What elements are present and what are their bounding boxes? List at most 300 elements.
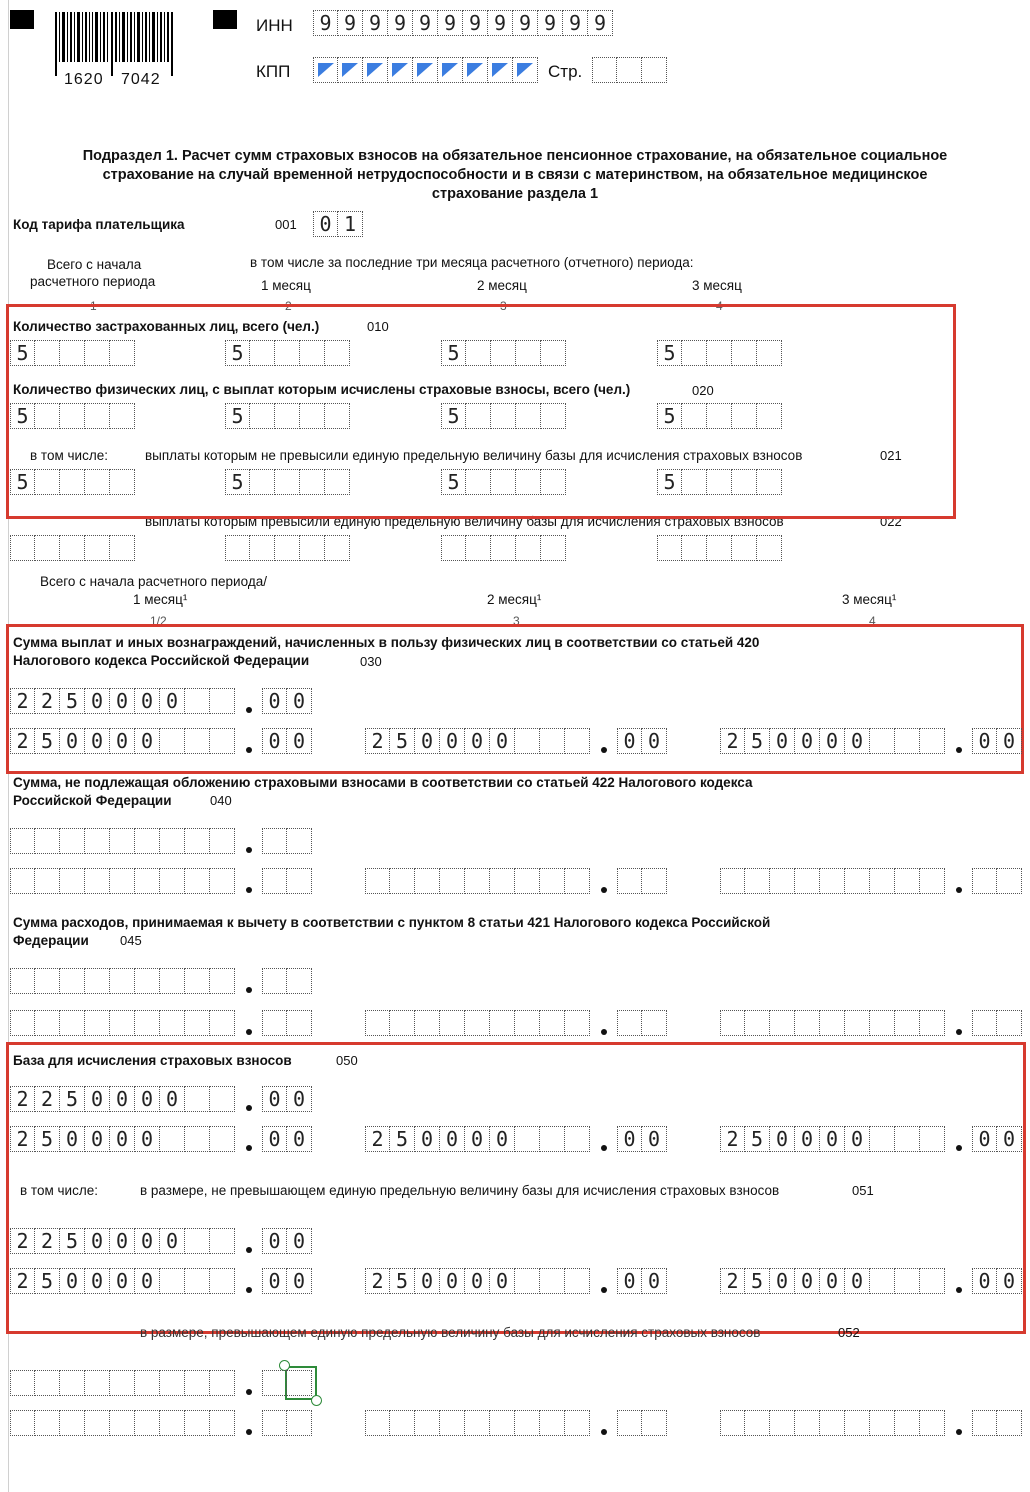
digit-cell[interactable]: [160, 728, 185, 754]
digit-cell[interactable]: 0: [287, 1268, 312, 1294]
digit-cell[interactable]: 0: [795, 728, 820, 754]
digit-cell[interactable]: 5: [441, 340, 466, 366]
digit-cell[interactable]: [870, 868, 895, 894]
digit-cell[interactable]: 0: [287, 1086, 312, 1112]
row-040-m1-fraction[interactable]: [262, 868, 312, 894]
row-051-m3-fraction[interactable]: [972, 1268, 1022, 1294]
digit-cell[interactable]: [135, 968, 160, 994]
inn-field[interactable]: [313, 10, 613, 36]
row-045-m3-integer[interactable]: [720, 1010, 945, 1036]
digit-cell[interactable]: 9: [338, 10, 363, 36]
digit-cell[interactable]: 5: [745, 1268, 770, 1294]
digit-cell[interactable]: 5: [657, 340, 682, 366]
row-050-m2-integer[interactable]: [365, 1126, 590, 1152]
row-030-m1-fraction[interactable]: [262, 728, 312, 754]
row-050-m1-fraction[interactable]: [262, 1126, 312, 1152]
digit-cell[interactable]: 0: [135, 728, 160, 754]
row-030-total-fraction[interactable]: [262, 688, 312, 714]
digit-cell[interactable]: [85, 868, 110, 894]
digit-cell[interactable]: [845, 868, 870, 894]
digit-cell[interactable]: [10, 868, 35, 894]
row-052-total-fraction[interactable]: [262, 1370, 312, 1396]
digit-cell[interactable]: [10, 968, 35, 994]
digit-cell[interactable]: 2: [35, 688, 60, 714]
digit-cell[interactable]: [540, 728, 565, 754]
digit-cell[interactable]: 0: [287, 688, 312, 714]
digit-cell[interactable]: [365, 1410, 390, 1436]
digit-cell[interactable]: [682, 535, 707, 561]
digit-cell[interactable]: 0: [440, 728, 465, 754]
row-040-total-integer[interactable]: [10, 828, 235, 854]
digit-cell[interactable]: 0: [820, 1126, 845, 1152]
digit-cell[interactable]: [390, 1410, 415, 1436]
digit-cell[interactable]: 9: [538, 10, 563, 36]
digit-cell[interactable]: [60, 968, 85, 994]
row-051-total-fraction[interactable]: [262, 1228, 312, 1254]
digit-cell[interactable]: [35, 1370, 60, 1396]
digit-cell[interactable]: [920, 868, 945, 894]
digit-cell[interactable]: [110, 535, 135, 561]
digit-cell[interactable]: [287, 1370, 312, 1396]
digit-cell[interactable]: [565, 868, 590, 894]
digit-cell[interactable]: [540, 1268, 565, 1294]
digit-cell[interactable]: 2: [365, 1268, 390, 1294]
digit-cell[interactable]: 9: [438, 10, 463, 36]
digit-cell[interactable]: [720, 1010, 745, 1036]
digit-cell[interactable]: 0: [997, 728, 1022, 754]
digit-cell[interactable]: [365, 1010, 390, 1036]
digit-cell[interactable]: [110, 868, 135, 894]
digit-cell[interactable]: 9: [388, 10, 413, 36]
row-030-m1-integer[interactable]: [10, 728, 235, 754]
digit-cell[interactable]: [110, 1010, 135, 1036]
digit-cell[interactable]: [440, 1410, 465, 1436]
digit-cell[interactable]: [540, 868, 565, 894]
digit-cell[interactable]: [85, 1370, 110, 1396]
row-030-total-integer[interactable]: [10, 688, 235, 714]
row-050-m3-fraction[interactable]: [972, 1126, 1022, 1152]
digit-cell[interactable]: [415, 1410, 440, 1436]
digit-cell[interactable]: [210, 1370, 235, 1396]
digit-cell[interactable]: 9: [563, 10, 588, 36]
digit-cell[interactable]: [390, 868, 415, 894]
digit-cell[interactable]: [325, 535, 350, 561]
digit-cell[interactable]: 0: [262, 1086, 287, 1112]
row-030-m3-integer[interactable]: [720, 728, 945, 754]
row-051-m1-fraction[interactable]: [262, 1268, 312, 1294]
digit-cell[interactable]: [35, 535, 60, 561]
digit-cell[interactable]: 0: [795, 1268, 820, 1294]
digit-cell[interactable]: 0: [110, 1268, 135, 1294]
digit-cell[interactable]: [415, 1010, 440, 1036]
digit-cell[interactable]: 0: [490, 1268, 515, 1294]
row-051-m3-integer[interactable]: [720, 1268, 945, 1294]
digit-cell[interactable]: 2: [365, 1126, 390, 1152]
digit-cell[interactable]: 0: [85, 728, 110, 754]
digit-cell[interactable]: [35, 828, 60, 854]
row-045-m3-fraction[interactable]: [972, 1010, 1022, 1036]
digit-cell[interactable]: [920, 1410, 945, 1436]
digit-cell[interactable]: 5: [745, 728, 770, 754]
digit-cell[interactable]: [110, 968, 135, 994]
digit-cell[interactable]: 0: [60, 1126, 85, 1152]
digit-cell[interactable]: 5: [10, 469, 35, 495]
digit-cell[interactable]: [515, 1010, 540, 1036]
digit-cell[interactable]: [895, 1010, 920, 1036]
kpp-cell[interactable]: [488, 57, 513, 83]
digit-cell[interactable]: 0: [110, 1228, 135, 1254]
digit-cell[interactable]: [770, 868, 795, 894]
digit-cell[interactable]: [516, 535, 541, 561]
digit-cell[interactable]: [720, 868, 745, 894]
digit-cell[interactable]: [770, 1010, 795, 1036]
row-022-total[interactable]: [10, 535, 135, 561]
digit-cell[interactable]: 5: [35, 728, 60, 754]
digit-cell[interactable]: [541, 535, 566, 561]
digit-cell[interactable]: [490, 1410, 515, 1436]
digit-cell[interactable]: [920, 1126, 945, 1152]
digit-cell[interactable]: [870, 728, 895, 754]
digit-cell[interactable]: [210, 828, 235, 854]
digit-cell[interactable]: [440, 868, 465, 894]
row-051-m2-integer[interactable]: [365, 1268, 590, 1294]
digit-cell[interactable]: [185, 1268, 210, 1294]
digit-cell[interactable]: 0: [997, 1268, 1022, 1294]
digit-cell[interactable]: 9: [463, 10, 488, 36]
digit-cell[interactable]: [757, 535, 782, 561]
digit-cell[interactable]: 0: [262, 1268, 287, 1294]
digit-cell[interactable]: 5: [35, 1126, 60, 1152]
digit-cell[interactable]: [515, 1410, 540, 1436]
row-052-m3-fraction[interactable]: [972, 1410, 1022, 1436]
kpp-cell[interactable]: [438, 57, 463, 83]
row-040-m2-integer[interactable]: [365, 868, 590, 894]
digit-cell[interactable]: [870, 1268, 895, 1294]
digit-cell[interactable]: 5: [390, 1126, 415, 1152]
digit-cell[interactable]: 2: [35, 1228, 60, 1254]
digit-cell[interactable]: [160, 968, 185, 994]
digit-cell[interactable]: 0: [60, 1268, 85, 1294]
digit-cell[interactable]: [617, 868, 642, 894]
digit-cell[interactable]: [10, 1370, 35, 1396]
digit-cell[interactable]: 0: [845, 1126, 870, 1152]
digit-cell[interactable]: [997, 1410, 1022, 1436]
row-051-total-integer[interactable]: [10, 1228, 235, 1254]
digit-cell[interactable]: [845, 1010, 870, 1036]
digit-cell[interactable]: [85, 1410, 110, 1436]
digit-cell[interactable]: 1: [338, 211, 363, 237]
digit-cell[interactable]: [440, 1010, 465, 1036]
digit-cell[interactable]: 0: [85, 1228, 110, 1254]
digit-cell[interactable]: [895, 1410, 920, 1436]
digit-cell[interactable]: [287, 1010, 312, 1036]
digit-cell[interactable]: [262, 1370, 287, 1396]
digit-cell[interactable]: 5: [390, 1268, 415, 1294]
digit-cell[interactable]: [185, 728, 210, 754]
digit-cell[interactable]: 9: [488, 10, 513, 36]
digit-cell[interactable]: [795, 1010, 820, 1036]
digit-cell[interactable]: 0: [85, 1086, 110, 1112]
digit-cell[interactable]: 5: [441, 403, 466, 429]
digit-cell[interactable]: [565, 1410, 590, 1436]
digit-cell[interactable]: 9: [588, 10, 613, 36]
digit-cell[interactable]: [365, 868, 390, 894]
digit-cell[interactable]: 9: [313, 10, 338, 36]
digit-cell[interactable]: [225, 535, 250, 561]
digit-cell[interactable]: 2: [365, 728, 390, 754]
digit-cell[interactable]: [565, 1268, 590, 1294]
digit-cell[interactable]: 0: [135, 1086, 160, 1112]
digit-cell[interactable]: [135, 1010, 160, 1036]
digit-cell[interactable]: [135, 828, 160, 854]
digit-cell[interactable]: [160, 828, 185, 854]
digit-cell[interactable]: [35, 868, 60, 894]
digit-cell[interactable]: [160, 1410, 185, 1436]
digit-cell[interactable]: 0: [465, 1268, 490, 1294]
digit-cell[interactable]: 0: [440, 1268, 465, 1294]
digit-cell[interactable]: 0: [845, 1268, 870, 1294]
digit-cell[interactable]: [540, 1410, 565, 1436]
digit-cell[interactable]: [210, 868, 235, 894]
digit-cell[interactable]: [135, 1410, 160, 1436]
digit-cell[interactable]: 2: [10, 1268, 35, 1294]
digit-cell[interactable]: 5: [60, 1228, 85, 1254]
digit-cell[interactable]: [642, 1410, 667, 1436]
digit-cell[interactable]: 0: [85, 688, 110, 714]
row-050-m1-integer[interactable]: [10, 1126, 235, 1152]
digit-cell[interactable]: 5: [10, 340, 35, 366]
digit-cell[interactable]: [135, 1370, 160, 1396]
digit-cell[interactable]: [490, 1010, 515, 1036]
row-051-m1-integer[interactable]: [10, 1268, 235, 1294]
digit-cell[interactable]: 2: [10, 1086, 35, 1112]
digit-cell[interactable]: [210, 688, 235, 714]
digit-cell[interactable]: [10, 1410, 35, 1436]
digit-cell[interactable]: [275, 535, 300, 561]
digit-cell[interactable]: 0: [110, 688, 135, 714]
digit-cell[interactable]: [60, 1410, 85, 1436]
digit-cell[interactable]: [262, 868, 287, 894]
digit-cell[interactable]: [160, 1268, 185, 1294]
tariff-field[interactable]: [313, 211, 363, 237]
digit-cell[interactable]: 0: [262, 1126, 287, 1152]
row-030-m2-fraction[interactable]: [617, 728, 667, 754]
digit-cell[interactable]: [185, 968, 210, 994]
digit-cell[interactable]: 0: [465, 1126, 490, 1152]
row-030-m3-fraction[interactable]: [972, 728, 1022, 754]
digit-cell[interactable]: 0: [85, 1268, 110, 1294]
digit-cell[interactable]: [85, 535, 110, 561]
digit-cell[interactable]: [997, 1010, 1022, 1036]
digit-cell[interactable]: [565, 728, 590, 754]
digit-cell[interactable]: 0: [313, 211, 338, 237]
digit-cell[interactable]: 2: [10, 688, 35, 714]
digit-cell[interactable]: 0: [287, 728, 312, 754]
digit-cell[interactable]: [160, 1370, 185, 1396]
row-050-total-integer[interactable]: [10, 1086, 235, 1112]
digit-cell[interactable]: [10, 535, 35, 561]
digit-cell[interactable]: 2: [720, 728, 745, 754]
digit-cell[interactable]: [110, 828, 135, 854]
digit-cell[interactable]: [515, 728, 540, 754]
digit-cell[interactable]: [160, 1010, 185, 1036]
digit-cell[interactable]: [515, 1268, 540, 1294]
digit-cell[interactable]: [972, 868, 997, 894]
row-052-m1-fraction[interactable]: [262, 1410, 312, 1436]
digit-cell[interactable]: [465, 868, 490, 894]
row-052-m3-integer[interactable]: [720, 1410, 945, 1436]
digit-cell[interactable]: 5: [225, 340, 250, 366]
digit-cell[interactable]: [135, 868, 160, 894]
digit-cell[interactable]: 0: [617, 728, 642, 754]
digit-cell[interactable]: [210, 1228, 235, 1254]
digit-cell[interactable]: [390, 1010, 415, 1036]
digit-cell[interactable]: 2: [720, 1126, 745, 1152]
digit-cell[interactable]: [60, 535, 85, 561]
digit-cell[interactable]: 5: [60, 1086, 85, 1112]
digit-cell[interactable]: 0: [160, 688, 185, 714]
row-040-m1-integer[interactable]: [10, 868, 235, 894]
digit-cell[interactable]: [490, 868, 515, 894]
digit-cell[interactable]: 0: [60, 728, 85, 754]
digit-cell[interactable]: [617, 1410, 642, 1436]
digit-cell[interactable]: [160, 868, 185, 894]
digit-cell[interactable]: [35, 1410, 60, 1436]
kpp-cell[interactable]: [388, 57, 413, 83]
kpp-cell[interactable]: [463, 57, 488, 83]
digit-cell[interactable]: 2: [10, 728, 35, 754]
digit-cell[interactable]: 5: [657, 469, 682, 495]
digit-cell[interactable]: [185, 688, 210, 714]
digit-cell[interactable]: 2: [10, 1126, 35, 1152]
digit-cell[interactable]: [745, 1010, 770, 1036]
digit-cell[interactable]: [85, 828, 110, 854]
digit-cell[interactable]: [870, 1010, 895, 1036]
digit-cell[interactable]: [895, 728, 920, 754]
digit-cell[interactable]: [770, 1410, 795, 1436]
selection-handle-bottom-right[interactable]: [311, 1395, 322, 1406]
digit-cell[interactable]: [745, 1410, 770, 1436]
digit-cell[interactable]: 0: [262, 728, 287, 754]
digit-cell[interactable]: [820, 1410, 845, 1436]
digit-cell[interactable]: 0: [135, 1126, 160, 1152]
row-052-m2-integer[interactable]: [365, 1410, 590, 1436]
row-045-m2-fraction[interactable]: [617, 1010, 667, 1036]
digit-cell[interactable]: 0: [972, 728, 997, 754]
digit-cell[interactable]: 0: [642, 728, 667, 754]
kpp-cell[interactable]: [413, 57, 438, 83]
kpp-cell[interactable]: [513, 57, 538, 83]
digit-cell[interactable]: 0: [262, 688, 287, 714]
digit-cell[interactable]: [540, 1010, 565, 1036]
digit-cell[interactable]: [466, 535, 491, 561]
digit-cell[interactable]: 0: [465, 728, 490, 754]
digit-cell[interactable]: [732, 535, 757, 561]
digit-cell[interactable]: [10, 828, 35, 854]
digit-cell[interactable]: [845, 1410, 870, 1436]
digit-cell[interactable]: [185, 1410, 210, 1436]
digit-cell[interactable]: 0: [820, 1268, 845, 1294]
digit-cell[interactable]: [60, 1010, 85, 1036]
digit-cell[interactable]: 0: [490, 1126, 515, 1152]
digit-cell[interactable]: 0: [110, 728, 135, 754]
digit-cell[interactable]: [657, 535, 682, 561]
digit-cell[interactable]: 0: [642, 1268, 667, 1294]
row-045-m1-integer[interactable]: [10, 1010, 235, 1036]
page-number-field[interactable]: [592, 57, 667, 83]
digit-cell[interactable]: 5: [35, 1268, 60, 1294]
digit-cell[interactable]: [85, 1010, 110, 1036]
digit-cell[interactable]: 0: [415, 1268, 440, 1294]
digit-cell[interactable]: 2: [720, 1268, 745, 1294]
digit-cell[interactable]: [565, 1126, 590, 1152]
digit-cell[interactable]: [210, 1086, 235, 1112]
digit-cell[interactable]: [441, 535, 466, 561]
digit-cell[interactable]: [617, 57, 642, 83]
digit-cell[interactable]: [415, 868, 440, 894]
digit-cell[interactable]: [642, 57, 667, 83]
digit-cell[interactable]: [870, 1126, 895, 1152]
digit-cell[interactable]: [465, 1410, 490, 1436]
digit-cell[interactable]: [820, 868, 845, 894]
digit-cell[interactable]: [210, 1010, 235, 1036]
row-050-m2-fraction[interactable]: [617, 1126, 667, 1152]
digit-cell[interactable]: 0: [820, 728, 845, 754]
digit-cell[interactable]: [997, 868, 1022, 894]
digit-cell[interactable]: 0: [287, 1126, 312, 1152]
digit-cell[interactable]: [287, 868, 312, 894]
digit-cell[interactable]: [795, 868, 820, 894]
digit-cell[interactable]: 0: [642, 1126, 667, 1152]
digit-cell[interactable]: [720, 1410, 745, 1436]
digit-cell[interactable]: 0: [972, 1126, 997, 1152]
digit-cell[interactable]: 0: [770, 1126, 795, 1152]
kpp-cell[interactable]: [363, 57, 388, 83]
digit-cell[interactable]: 5: [225, 403, 250, 429]
row-030-m2-integer[interactable]: [365, 728, 590, 754]
digit-cell[interactable]: [972, 1410, 997, 1436]
digit-cell[interactable]: [185, 1086, 210, 1112]
digit-cell[interactable]: [210, 1126, 235, 1152]
row-040-m3-fraction[interactable]: [972, 868, 1022, 894]
digit-cell[interactable]: [515, 868, 540, 894]
digit-cell[interactable]: [35, 1010, 60, 1036]
row-052-m2-fraction[interactable]: [617, 1410, 667, 1436]
digit-cell[interactable]: [185, 828, 210, 854]
digit-cell[interactable]: 0: [997, 1126, 1022, 1152]
row-022-month-3[interactable]: [657, 535, 782, 561]
kpp-cell[interactable]: [313, 57, 338, 83]
digit-cell[interactable]: [185, 1126, 210, 1152]
digit-cell[interactable]: [250, 535, 275, 561]
row-045-m1-fraction[interactable]: [262, 1010, 312, 1036]
digit-cell[interactable]: 5: [745, 1126, 770, 1152]
digit-cell[interactable]: [565, 1010, 590, 1036]
digit-cell[interactable]: [110, 1410, 135, 1436]
digit-cell[interactable]: [185, 1370, 210, 1396]
digit-cell[interactable]: [642, 1010, 667, 1036]
digit-cell[interactable]: [287, 828, 312, 854]
digit-cell[interactable]: [515, 1126, 540, 1152]
digit-cell[interactable]: 0: [440, 1126, 465, 1152]
digit-cell[interactable]: [110, 1370, 135, 1396]
digit-cell[interactable]: [160, 1126, 185, 1152]
digit-cell[interactable]: 0: [617, 1268, 642, 1294]
digit-cell[interactable]: [642, 868, 667, 894]
digit-cell[interactable]: [707, 535, 732, 561]
digit-cell[interactable]: [210, 1268, 235, 1294]
digit-cell[interactable]: 0: [490, 728, 515, 754]
